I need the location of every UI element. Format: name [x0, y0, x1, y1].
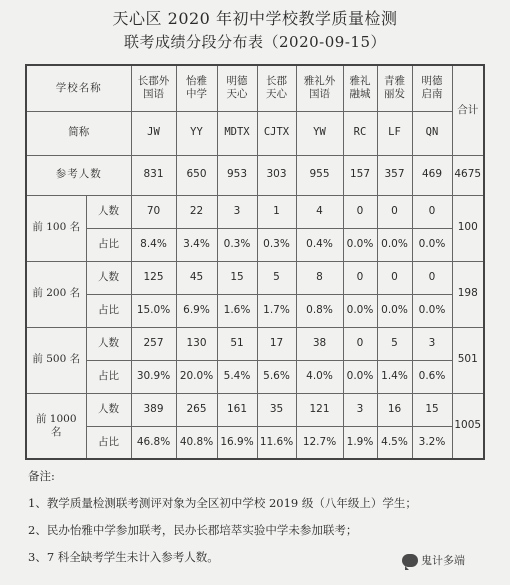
ratio-cell: 3.2% [412, 426, 452, 459]
ratio-cell: 4.5% [377, 426, 412, 459]
ratio-cell: 1.4% [377, 360, 412, 393]
ratio-cell: 5.6% [257, 360, 296, 393]
ratio-cell: 0.0% [343, 294, 377, 327]
abbreviation-row [26, 111, 484, 155]
count-label: 人数 [86, 393, 131, 426]
count-cell: 161 [217, 393, 257, 426]
ratio-cell: 12.7% [296, 426, 343, 459]
count-cell: 22 [176, 195, 217, 228]
participants-row [26, 155, 484, 195]
count-cell: 8 [296, 261, 343, 294]
school-name: 雅礼 融城 [343, 65, 377, 111]
count-cell: 38 [296, 327, 343, 360]
ratio-cell: 15.0% [131, 294, 176, 327]
count-cell: 1 [257, 195, 296, 228]
participants-value: 650 [176, 155, 217, 195]
school-abbr: QN [412, 111, 452, 155]
count-cell: 0 [412, 261, 452, 294]
participants-value: 469 [412, 155, 452, 195]
band-count-row [26, 195, 484, 228]
count-cell: 257 [131, 327, 176, 360]
note-item: 1、教学质量检测联考测评对象为全区初中学校 2019 级（八年级上）学生； [28, 496, 417, 510]
count-label: 人数 [86, 195, 131, 228]
title-line-1: 天心区 2020 年初中学校教学质量检测 [112, 9, 398, 28]
school-name-row [26, 65, 484, 111]
watermark-text: 鬼计多端 [421, 554, 465, 567]
band-count-row [26, 261, 484, 294]
school-name: 长郡 天心 [257, 65, 296, 111]
count-cell: 70 [131, 195, 176, 228]
school-name: 明德 天心 [217, 65, 257, 111]
school-abbr: MDTX [217, 111, 257, 155]
ratio-cell: 1.6% [217, 294, 257, 327]
ratio-cell: 0.3% [257, 228, 296, 261]
abbreviation-label: 简称 [26, 111, 131, 155]
ratio-cell: 0.6% [412, 360, 452, 393]
participants-value: 953 [217, 155, 257, 195]
ratio-cell: 46.8% [131, 426, 176, 459]
band-ratio-row [26, 228, 484, 261]
count-cell: 0 [343, 195, 377, 228]
ratio-label: 占比 [86, 360, 131, 393]
school-abbr: YW [296, 111, 343, 155]
school-name: 雅礼外 国语 [296, 65, 343, 111]
count-cell: 5 [257, 261, 296, 294]
ratio-cell: 0.8% [296, 294, 343, 327]
school-name-label: 学校名称 [26, 65, 131, 111]
count-cell: 15 [217, 261, 257, 294]
score-distribution-table [25, 64, 485, 460]
band-total: 198 [452, 261, 484, 327]
count-cell: 0 [412, 195, 452, 228]
count-cell: 45 [176, 261, 217, 294]
band-total: 501 [452, 327, 484, 393]
count-cell: 130 [176, 327, 217, 360]
ratio-cell: 0.0% [412, 228, 452, 261]
ratio-cell: 0.3% [217, 228, 257, 261]
total-header: 合计 [452, 65, 484, 155]
count-cell: 16 [377, 393, 412, 426]
participants-value: 357 [377, 155, 412, 195]
count-cell: 4 [296, 195, 343, 228]
count-cell: 51 [217, 327, 257, 360]
ratio-cell: 5.4% [217, 360, 257, 393]
ratio-cell: 30.9% [131, 360, 176, 393]
ratio-cell: 11.6% [257, 426, 296, 459]
watermark [402, 552, 465, 568]
ratio-cell: 0.4% [296, 228, 343, 261]
count-label: 人数 [86, 327, 131, 360]
band-total: 1005 [452, 393, 484, 459]
ratio-cell: 8.4% [131, 228, 176, 261]
count-cell: 15 [412, 393, 452, 426]
chat-bubble-icon [402, 554, 418, 567]
count-cell: 35 [257, 393, 296, 426]
count-label: 人数 [86, 261, 131, 294]
ratio-cell: 4.0% [296, 360, 343, 393]
school-abbr: JW [131, 111, 176, 155]
ratio-cell: 0.0% [343, 228, 377, 261]
ratio-cell: 16.9% [217, 426, 257, 459]
ratio-label: 占比 [86, 228, 131, 261]
count-cell: 0 [343, 327, 377, 360]
school-name: 怡雅 中学 [176, 65, 217, 111]
ratio-cell: 3.4% [176, 228, 217, 261]
school-abbr: CJTX [257, 111, 296, 155]
note-item: 2、民办怡雅中学参加联考，民办长郡培萃实验中学未参加联考； [28, 523, 358, 537]
participants-value: 831 [131, 155, 176, 195]
school-name: 明德 启南 [412, 65, 452, 111]
band-total: 100 [452, 195, 484, 261]
count-cell: 0 [343, 261, 377, 294]
ratio-cell: 0.0% [377, 228, 412, 261]
ratio-cell: 6.9% [176, 294, 217, 327]
band-label: 前 100 名 [26, 195, 86, 261]
participants-total: 4675 [452, 155, 484, 195]
ratio-cell: 0.0% [377, 294, 412, 327]
ratio-cell: 1.7% [257, 294, 296, 327]
count-cell: 0 [377, 261, 412, 294]
band-ratio-row [26, 360, 484, 393]
band-label: 前 1000 名 [26, 393, 86, 459]
school-abbr: LF [377, 111, 412, 155]
school-name: 青雅 丽发 [377, 65, 412, 111]
band-count-row [26, 327, 484, 360]
count-cell: 3 [217, 195, 257, 228]
count-cell: 0 [377, 195, 412, 228]
ratio-cell: 0.0% [343, 360, 377, 393]
ratio-label: 占比 [86, 426, 131, 459]
notes-heading: 备注: [28, 469, 55, 483]
count-cell: 17 [257, 327, 296, 360]
count-cell: 121 [296, 393, 343, 426]
count-cell: 125 [131, 261, 176, 294]
participants-value: 303 [257, 155, 296, 195]
band-ratio-row [26, 426, 484, 459]
ratio-cell: 1.9% [343, 426, 377, 459]
ratio-cell: 40.8% [176, 426, 217, 459]
participants-label: 参考人数 [26, 155, 131, 195]
count-cell: 3 [412, 327, 452, 360]
count-cell: 389 [131, 393, 176, 426]
ratio-cell: 0.0% [412, 294, 452, 327]
count-cell: 265 [176, 393, 217, 426]
school-abbr: YY [176, 111, 217, 155]
count-cell: 3 [343, 393, 377, 426]
band-label: 前 200 名 [26, 261, 86, 327]
participants-value: 955 [296, 155, 343, 195]
school-name: 长郡外 国语 [131, 65, 176, 111]
band-count-row [26, 393, 484, 426]
school-abbr: RC [343, 111, 377, 155]
note-item: 3、7 科全缺考学生未计入参考人数。 [28, 550, 219, 564]
participants-value: 157 [343, 155, 377, 195]
ratio-cell: 20.0% [176, 360, 217, 393]
ratio-label: 占比 [86, 294, 131, 327]
title-line-2: 联考成绩分段分布表（2020-09-15） [124, 33, 386, 51]
band-label: 前 500 名 [26, 327, 86, 393]
count-cell: 5 [377, 327, 412, 360]
band-ratio-row [26, 294, 484, 327]
